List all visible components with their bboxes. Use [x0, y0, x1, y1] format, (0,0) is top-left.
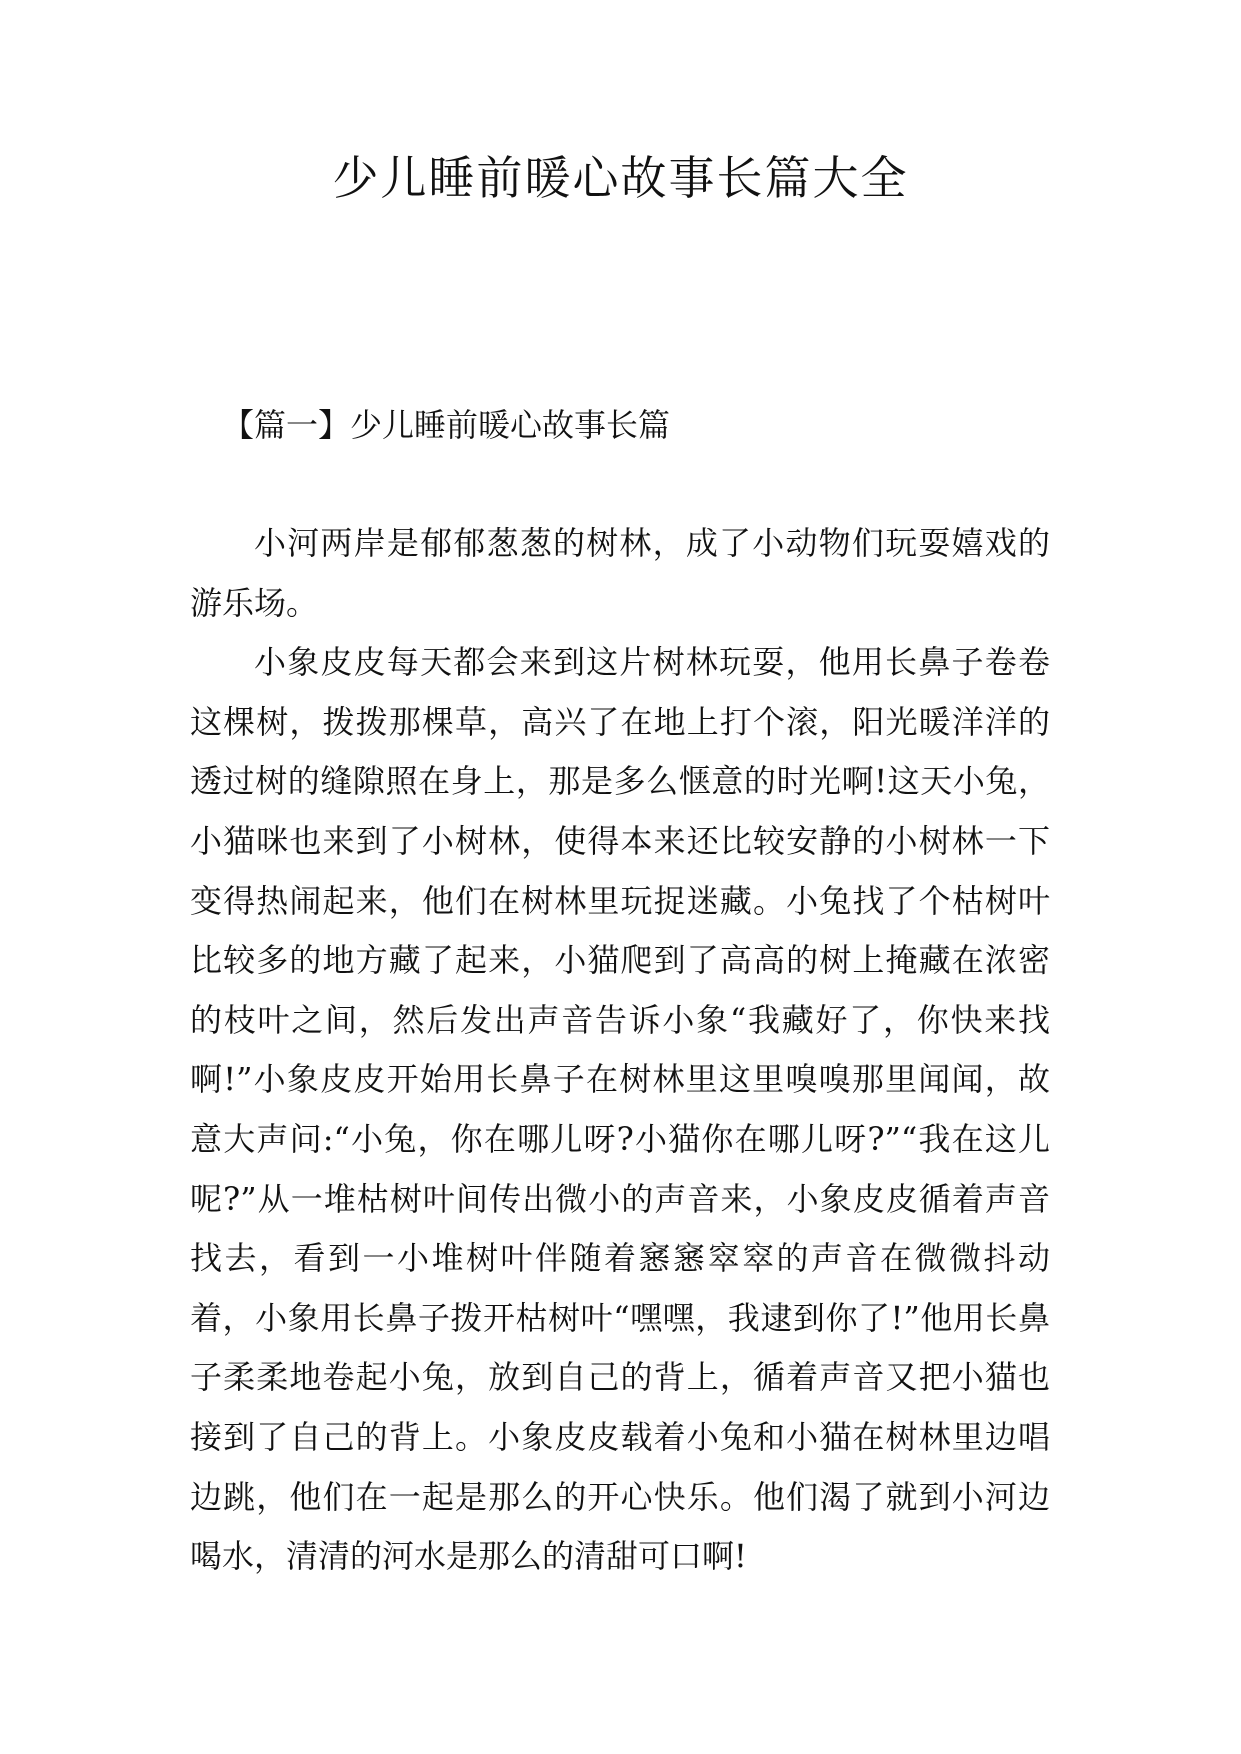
story-paragraph: 小象皮皮每天都会来到这片树林玩耍，他用长鼻子卷卷这棵树，拨拨那棵草，高兴了在地上打个滚，阳光暖洋洋的透过树的缝隙照在身上，那是多么惬意的时光啊!这天小兔，小猫咪也来到了小树林，使得本来还比较安静的小树林一下变得热闹起来，他们在树林里玩捉迷藏。小兔找了个枯树叶比较多的地方藏了起来，小猫爬到了高高的树上掩藏在浓密的枝叶之间，然后发出声音告诉小象“我藏好了，你快来找啊!”小象皮皮开始用长鼻子在树林里这里嗅嗅那里闻闻，故意大声问:“小兔，你在哪儿呀?小猫你在哪儿呀?”“我在这儿呢?”从一堆枯树叶间传出微小的声音来，小象皮皮循着声音找去，看到一小堆树叶伴随着窸窸窣窣的声音在微微抖动着，小象用长鼻子拨开枯树叶“嘿嘿，我逮到你了!”他用长鼻子柔柔地卷起小兔，放到自己的背上，循着声音又把小猫也接到了自己的背上。小象皮皮载着小兔和小猫在树林里边唱边跳，他们在一起是那么的开心快乐。他们渴了就到小河边喝水，清清的河水是那么的清甜可口啊! — [190, 643, 1050, 1576]
story-paragraph: 小河两岸是郁郁葱葱的树林，成了小动物们玩耍嬉戏的游乐场。 — [190, 524, 1050, 622]
section-heading: 【篇一】少儿睡前暖心故事长篇 — [222, 406, 671, 444]
story-body — [190, 514, 1050, 1587]
document-title: 少儿睡前暖心故事长篇大全 — [332, 151, 909, 205]
